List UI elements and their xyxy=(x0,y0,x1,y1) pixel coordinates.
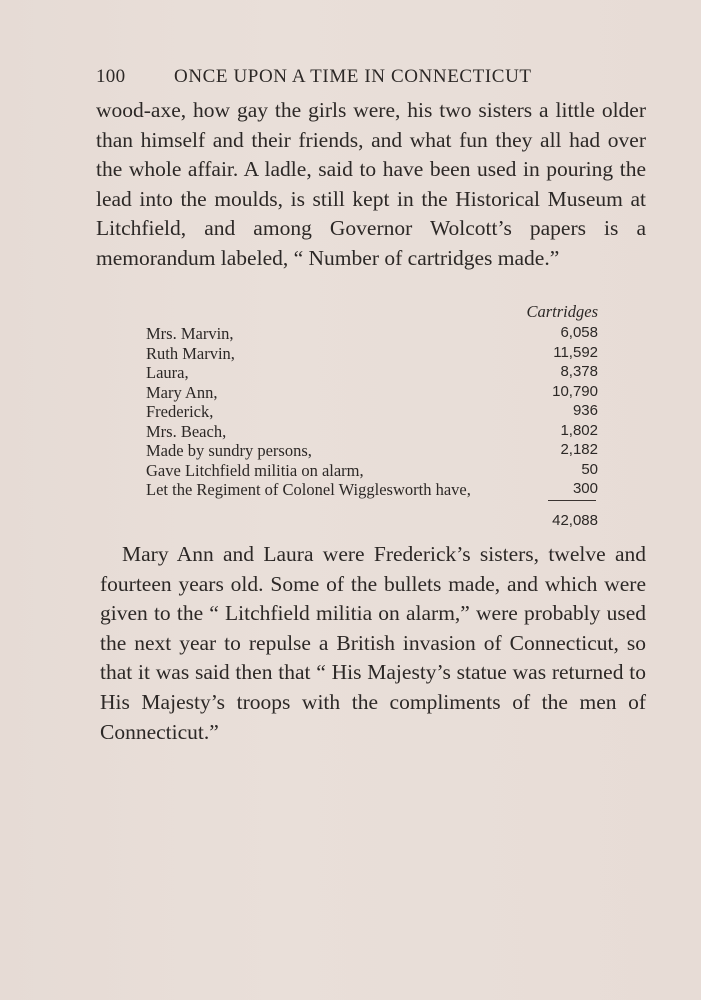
table-row xyxy=(146,461,598,481)
sum-rule xyxy=(548,500,596,501)
table-row xyxy=(146,422,598,442)
table-row xyxy=(146,441,598,461)
running-head: ONCE UPON A TIME IN CONNECTICUT xyxy=(174,66,532,87)
row-name: Frederick, xyxy=(146,402,214,421)
table-total: 42,088 xyxy=(552,512,598,529)
row-value: 936 xyxy=(572,402,598,419)
row-value: 6,058 xyxy=(560,324,598,341)
row-value: 1,802 xyxy=(560,421,598,439)
table-rows xyxy=(146,324,598,500)
row-name: Gave Litchfield militia on alarm, xyxy=(146,460,364,480)
row-name: Mary Ann, xyxy=(146,382,218,402)
paragraph-2: Mary Ann and Laura were Frederick’s sisters, twelve and fourteen years old. Some of the bullets made, and which were given to the “ Litchfield militia on alarm,” were probably used the next year to repulse a British invasion of Connecticut, so that it was said then that “ His Majesty’s statue was returned to His Majesty’s troops with the compliments of the men of Connecticut.” xyxy=(100,542,646,744)
table-column-header: Cartridges xyxy=(526,302,598,321)
row-value: 8,378 xyxy=(560,363,598,380)
table-row xyxy=(146,402,598,422)
row-name: Mrs. Beach, xyxy=(146,421,227,441)
row-value: 11,592 xyxy=(553,343,598,361)
page-header xyxy=(96,66,606,92)
row-value: 50 xyxy=(581,460,598,478)
row-name: Mrs. Marvin, xyxy=(146,324,234,343)
table-row xyxy=(146,383,598,403)
table-row xyxy=(146,480,598,500)
paragraph-1: wood-axe, how gay the girls were, his two sisters a little older than himself and their friends, and what fun they all had over the whole affair. A ladle, said to have been used in pouring the lead into the moulds, is still kept in the Historical Museum at Litchfield, and among Governor Wolcott’s papers is a memorandum labeled, “ Number of cartridges made.” xyxy=(96,98,646,270)
row-value: 2,182 xyxy=(560,441,598,458)
table-row xyxy=(146,363,598,383)
table-row xyxy=(146,324,598,344)
row-value: 300 xyxy=(572,480,598,497)
row-name: Ruth Marvin, xyxy=(146,343,235,363)
row-name: Laura, xyxy=(146,363,189,382)
row-name: Made by sundry persons, xyxy=(146,441,312,460)
page-number: 100 xyxy=(96,66,126,87)
row-value: 10,790 xyxy=(552,382,598,400)
table-row xyxy=(146,344,598,364)
row-name: Let the Regiment of Colonel Wigglesworth have, xyxy=(146,480,471,499)
